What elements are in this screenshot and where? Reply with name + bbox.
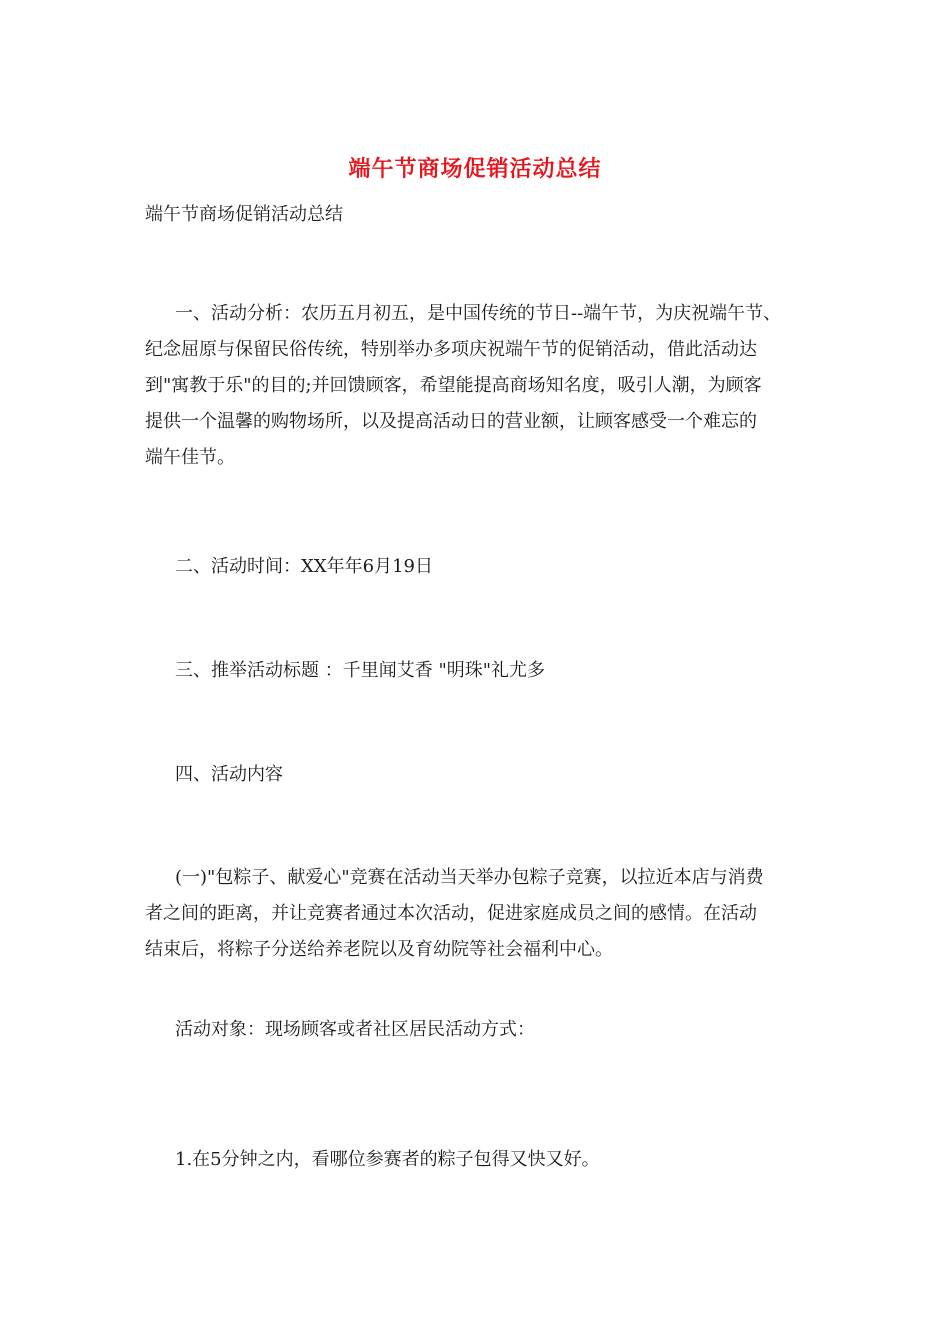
activity-content-heading-text: 四、活动内容: [175, 764, 283, 785]
analysis-line-2: 纪念屈原与保留民俗传统，特别举办多项庆祝端午节的促销活动，借此活动达: [145, 339, 757, 360]
rule-1-text: 1.在5分钟之内，看哪位参赛者的粽子包得又快又好。: [175, 1149, 600, 1170]
analysis-line-4: 提供一个温馨的购物场所，以及提高活动日的营业额，让顾客感受一个难忘的: [145, 411, 757, 432]
analysis-line-5: 端午佳节。: [145, 447, 235, 468]
analysis-line-1: 一、活动分析：农历五月初五，是中国传统的节日--端午节，为庆祝端午节、: [175, 303, 782, 324]
activity-time-text: 二、活动时间：XX年年6月19日: [175, 556, 433, 577]
target-text: 活动对象：现场顾客或者社区居民活动方式：: [175, 1019, 535, 1040]
activity-headline-text: 三、推举活动标题 ：千里闻艾香 "明珠"礼尤多: [175, 660, 545, 681]
section-rule-1: [145, 1142, 815, 1178]
contest-line-2: 者之间的距离，并让竞赛者通过本次活动，促进家庭成员之间的感情。在活动: [145, 903, 757, 924]
section-activity-analysis: [145, 296, 815, 476]
analysis-line-3: 到"寓教于乐"的目的;并回馈顾客，希望能提高商场知名度，吸引人潮，为顾客: [145, 375, 762, 396]
document-subtitle: 端午节商场促销活动总结: [145, 204, 343, 225]
section-activity-time: [145, 549, 815, 585]
contest-line-1: (一)"包粽子、献爱心"竞赛在活动当天举办包粽子竞赛，以拉近本店与消费: [175, 867, 764, 888]
section-activity-content-heading: [145, 757, 815, 793]
section-target: [145, 1012, 815, 1048]
document-title: 端午节商场促销活动总结: [348, 156, 602, 182]
section-contest: [145, 860, 815, 968]
section-activity-headline: [145, 653, 815, 689]
contest-line-3: 结束后，将粽子分送给养老院以及育幼院等社会福利中心。: [145, 939, 613, 960]
